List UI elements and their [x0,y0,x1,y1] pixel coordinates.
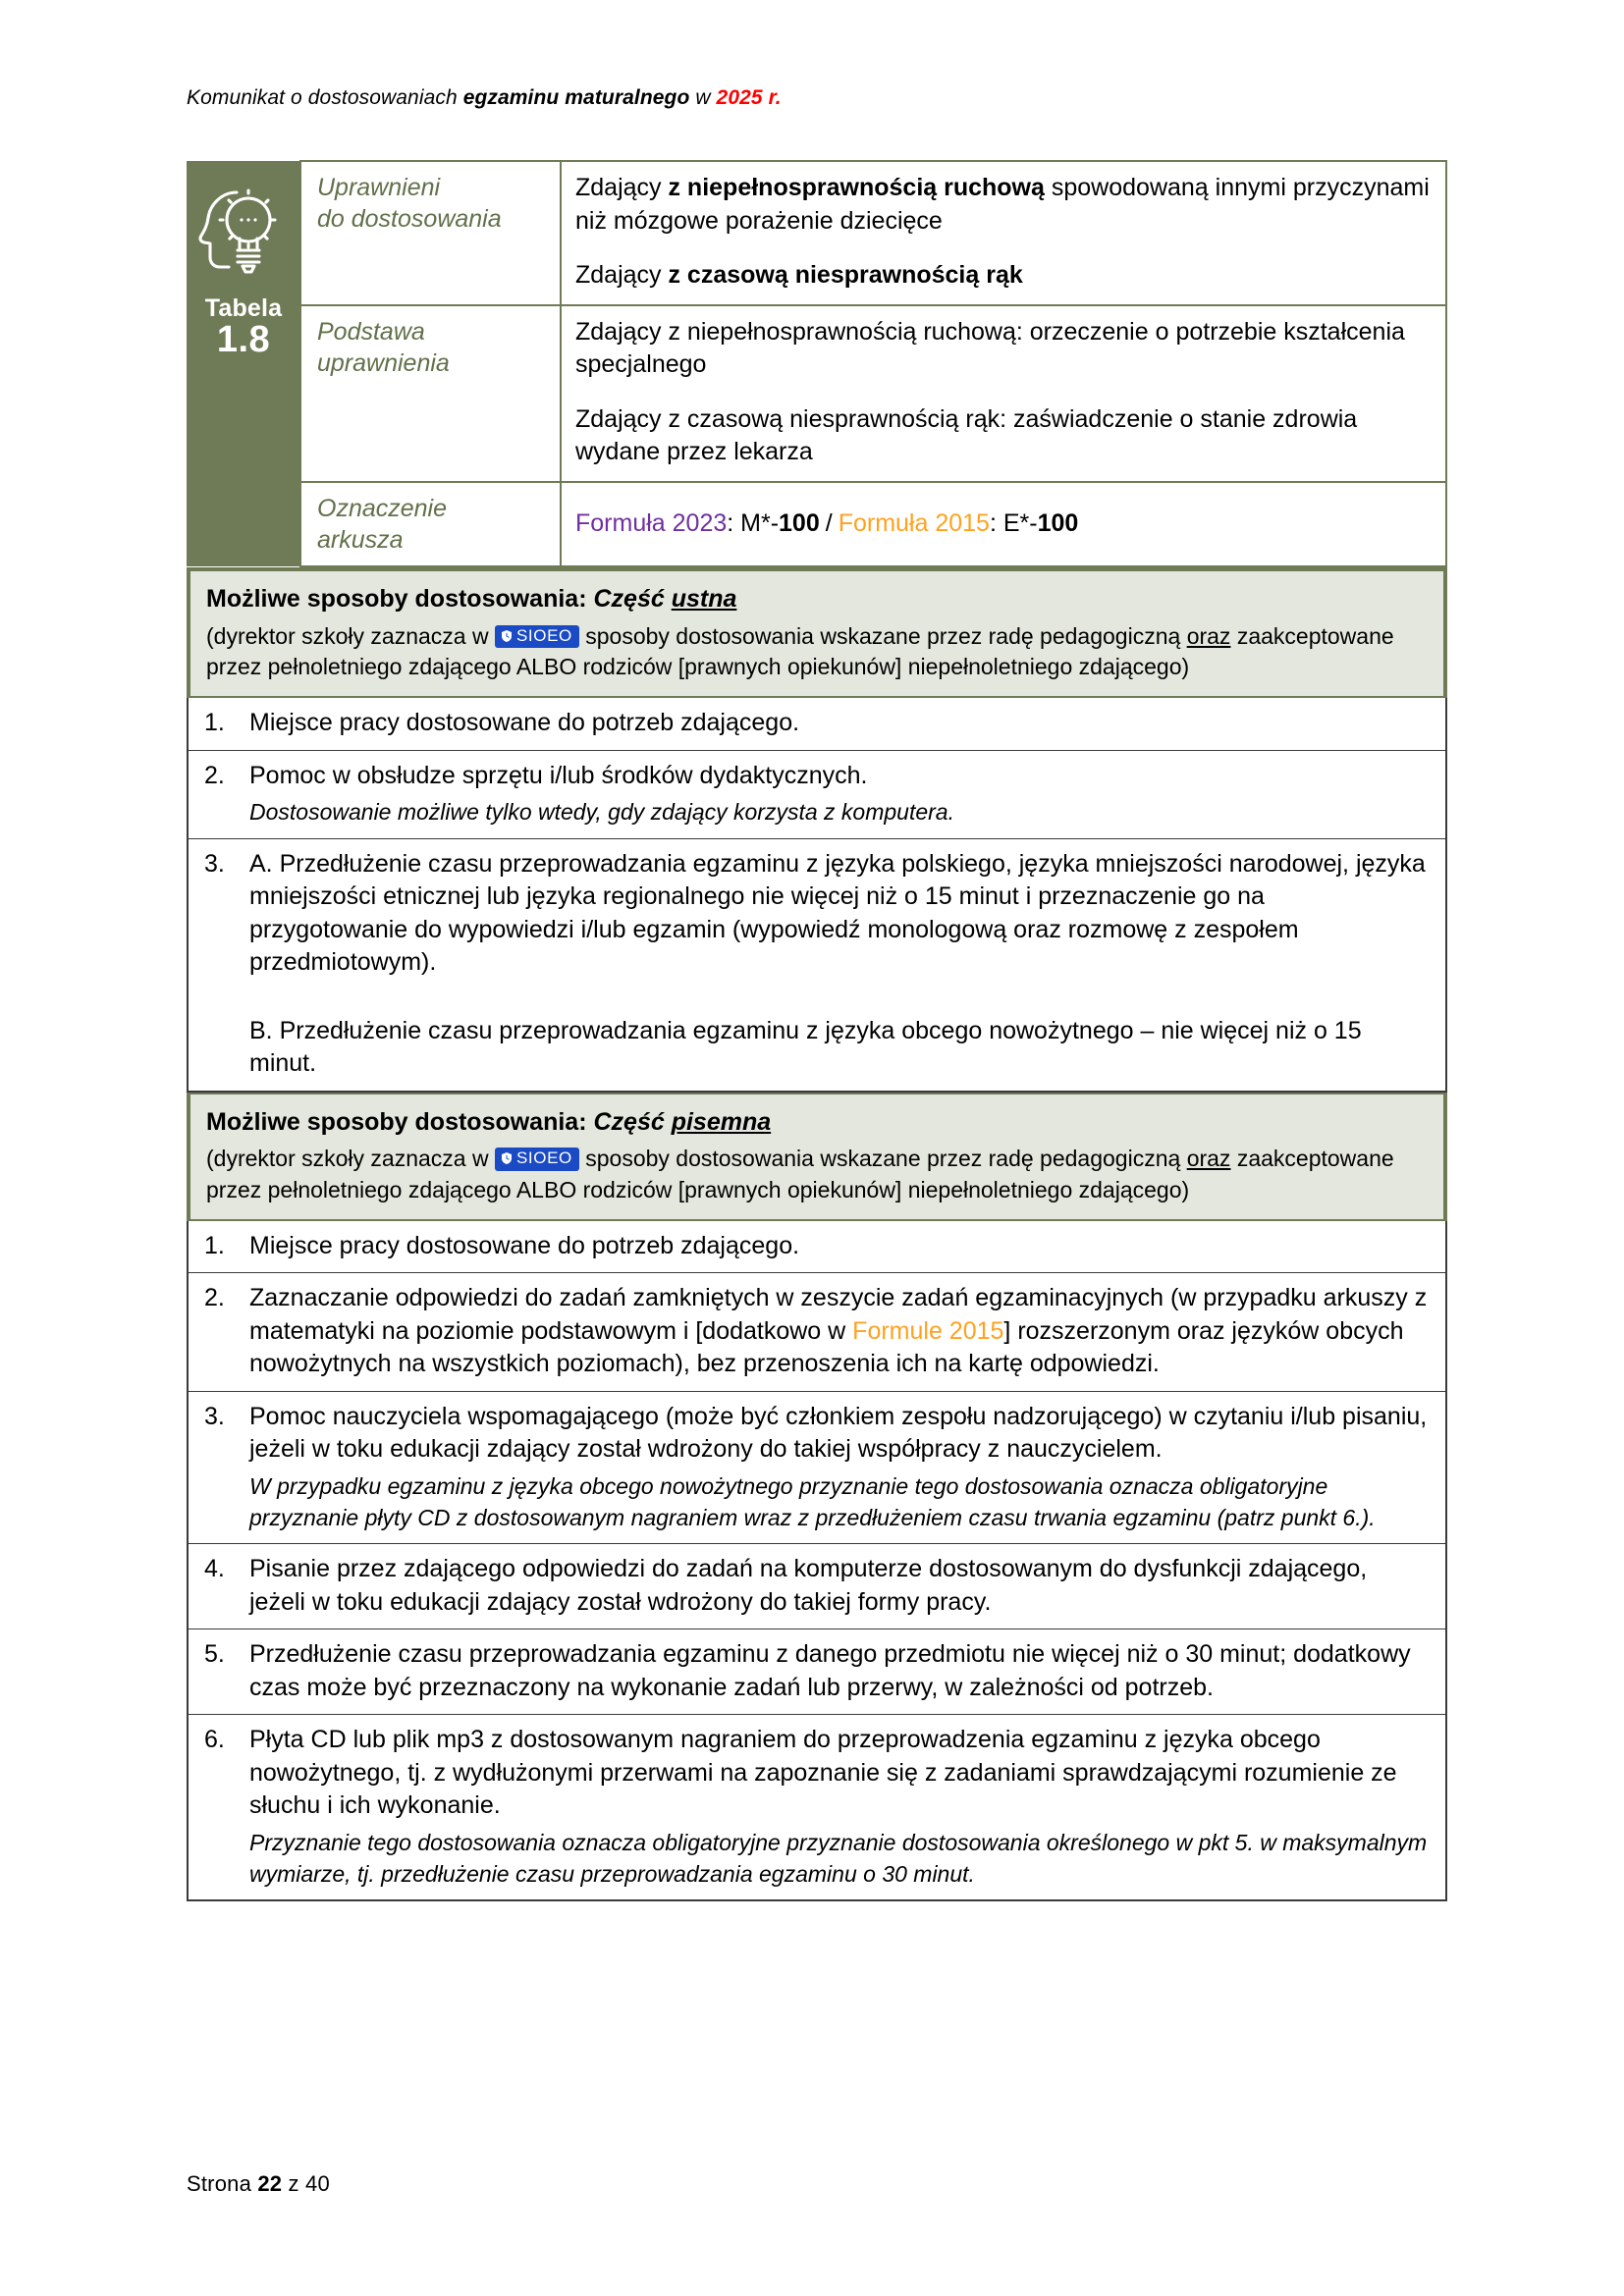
list-item [189,698,1445,751]
list-item [189,1273,1445,1392]
formula-line [575,507,1432,541]
item-number: 4. [204,1555,225,1583]
section-header-written [187,1093,1447,1221]
item-note: Dostosowanie możliwe tylko wtedy, gdy zdający korzysta z komputera. [249,799,954,826]
section-note-written [206,1144,1428,1205]
item-number: 3. [204,849,225,878]
section-title-written [206,1106,1428,1139]
item-number: 3. [204,1402,225,1430]
text-run: ] rozszerzonym oraz języków obcych nowożytnych na wszystkich poziomach), bez przenoszenia ich na kartę odpowiedzi. [249,1316,1404,1378]
label-uprawnieni [300,161,561,305]
item-body [249,1282,1430,1381]
list-item [189,1629,1445,1715]
section-title-italic: Część [593,1107,672,1136]
item-body [249,760,1430,828]
sioeo-app-icon [500,629,514,643]
section-title-underlined: pisemna [671,1107,772,1136]
note-underline: oraz [1186,1146,1231,1172]
table-row [188,482,1447,566]
label-line-1: Oznaczenie [317,494,448,522]
content-podstawa [561,305,1446,482]
content-paragraph [575,172,1432,238]
label-line-2: arkusza [317,525,404,554]
footer-suffix: z 40 [282,2171,330,2196]
section-title-prefix: Możliwe sposoby dostosowania: [206,1107,594,1136]
note-part-1: (dyrektor szkoły zaznacza w [206,1146,495,1172]
header-prefix: Komunikat o dostosowaniach [187,86,463,109]
item-note: W przypadku egzaminu z języka obcego nowożytnego przyznanie tego dostosowania oznacza obligatoryjne przyznanie płyty CD z dostosowanym nagraniem wraz z przedłużeniem czasu trwania egzaminu (patrz punkt 6.). [249,1472,1376,1530]
formula-2015-code: : E*- [989,508,1038,537]
item-body [249,1401,1430,1533]
item-number: 2. [204,761,225,789]
item-number: 2. [204,1284,225,1312]
formula-2023-code: : M*- [727,508,780,537]
section-items-written [187,1221,1447,1901]
badge-number: 1.8 [216,318,271,360]
list-item [189,751,1445,839]
list-item [189,1544,1445,1629]
formula-separator: / [825,508,833,537]
footer-prefix: Strona [187,2171,258,2196]
item-paragraph: Płyta CD lub plik mp3 z dostosowanym nagraniem do przeprowadzenia egzaminu z języka obcego nowożytnego, tj. z wydłużonymi przerwami na zapoznanie się z zadaniami sprawdzającymi rozumienie ze słuchu i ich wykonanie. [249,1726,1397,1820]
adjustments-block [187,567,1447,1901]
list-item [189,839,1445,1091]
text-run-bold: z czasową niesprawnością rąk [668,261,1023,289]
footer-page-number: 22 [257,2171,283,2196]
item-paragraph: Pomoc w obsłudze sprzętu i/lub środków dydaktycznych. [249,761,868,789]
item-body [249,1638,1430,1704]
label-podstawa [300,305,561,482]
item-paragraph: Pisanie przez zdającego odpowiedzi do zadań na komputerze dostosowanym do dysfunkcji zdającego, jeżeli w toku edukacji zdający został wdrożony do takiej formy pracy. [249,1555,1368,1616]
formula-2015-code-bold: 100 [1037,508,1079,537]
item-paragraph: A. Przedłużenie czasu przeprowadzania egzaminu z języka polskiego, języka mniejszości narodowej, języka mniejszości etnicznej lub języka regionalnego nie więcej niż o 15 minut i przeznaczenie go na przygotowanie do wypowiedzi i/lub egzamin (wypowiedź monologową oraz rozmowę z zespołem przedmiotowym). [249,849,1426,977]
item-body [249,1230,1430,1263]
item-paragraph: Pomoc nauczyciela wspomagającego (może być członkiem zespołu nadzorującego) w czytaniu i/lub pisaniu, jeżeli w toku edukacji zdający został wdrożony do takiej współpracy z nauczycielem. [249,1402,1428,1464]
head-lightbulb-icon [196,180,291,290]
text-run-formula-2015: Formule 2015 [852,1316,1004,1345]
label-line-1: Uprawnieni [317,174,441,201]
formula-2015-label: Formuła 2015 [838,508,990,537]
table-badge-cell [188,161,301,566]
item-number: 5. [204,1640,225,1669]
table-row [188,305,1447,482]
item-body [249,1553,1430,1619]
note-part-3: zaakceptowane przez pełnoletniego zdającego ALBO rodziców [prawnych opiekunów] niepełnoletniego zdającego) [206,622,1394,679]
section-title-prefix: Możliwe sposoby dostosowania: [206,585,594,613]
text-run: Zdający [575,174,669,201]
section-title-underlined: ustna [671,585,737,613]
header-year: 2025 r. [716,86,782,109]
item-body [249,1724,1430,1890]
item-paragraph: Miejsce pracy dostosowane do potrzeb zdającego. [249,1231,800,1259]
table-row [188,161,1447,305]
label-line-2: do dostosowania [317,205,502,233]
item-paragraph [249,1282,1430,1381]
sioeo-label: SIOEO [515,1148,572,1168]
section-note-oral [206,621,1428,683]
formula-2023-code-bold: 100 [779,508,820,537]
formula-2023-label: Formuła 2023 [575,508,728,537]
item-paragraph: Przedłużenie czasu przeprowadzania egzaminu z danego przedmiotu nie więcej niż o 30 minut; dodatkowy czas może być przeznaczony na wykonanie zadań lub przerwy, w zależności od potrzeb. [249,1640,1411,1701]
item-number: 6. [204,1726,225,1754]
sioeo-badge[interactable] [495,1148,579,1171]
note-part-1: (dyrektor szkoły zaznacza w [206,622,495,649]
item-note: Przyznanie tego dostosowania oznacza obligatoryjne przyznanie dostosowania określonego w pkt 5. w maksymalnym wymiarze, tj. przedłużenie czasu przeprowadzania egzaminu o 30 minut. [249,1829,1428,1887]
sioeo-label: SIOEO [515,625,572,645]
sioeo-badge[interactable] [495,625,579,649]
section-items-oral [187,698,1447,1093]
section-header-oral [187,567,1447,698]
text-run-bold: z niepełnosprawnością ruchową [668,174,1045,201]
item-body [249,707,1430,740]
label-line-1: Podstawa [317,317,425,346]
content-uprawnieni [561,161,1446,305]
content-paragraph: Zdający z niepełnosprawnością ruchową: orzeczenie o potrzebie kształcenia specjalnego [575,317,1405,378]
section-title-oral [206,583,1428,615]
text-run: spowodowaną innymi przyczynami niż mózgowe porażenie dziecięce [575,174,1430,235]
list-item [189,1715,1445,1899]
note-part-2: sposoby dostosowania wskazane przez radę pedagogiczną [578,1146,1187,1172]
item-number: 1. [204,1231,225,1259]
content-paragraph [575,259,1432,293]
badge-title: Tabela [204,294,283,322]
item-body [249,848,1430,1081]
content-paragraph: Zdający z czasową niesprawnością rąk: zaświadczenie o stanie zdrowia wydane przez lekarza [575,404,1358,465]
header-bold: egzaminu maturalnego [462,86,690,109]
note-part-2: sposoby dostosowania wskazane przez radę pedagogiczną [578,622,1187,649]
content-oznaczenie [561,482,1446,566]
list-item [189,1221,1445,1274]
note-part-3: zaakceptowane przez pełnoletniego zdającego ALBO rodziców [prawnych opiekunów] niepełnoletniego zdającego) [206,1146,1394,1202]
page-footer [187,2171,330,2197]
header-mid: w [689,86,717,109]
text-run: Zaznaczanie odpowiedzi do zadań zamkniętych w zeszycie zadań egzaminacyjnych (w przypadku arkuszy z matematyki na poziomie podstawowym i [dodatkowo w [249,1284,1428,1345]
label-line-2: uprawnienia [317,348,450,377]
label-oznaczenie [300,482,561,566]
sioeo-app-icon [500,1151,514,1165]
text-run: Zdający [575,261,669,289]
item-number: 1. [204,709,225,737]
table-1-8 [187,160,1447,567]
section-title-italic: Część [593,585,672,613]
item-paragraph: Miejsce pracy dostosowane do potrzeb zdającego. [249,709,800,737]
running-header [187,86,782,110]
list-item [189,1392,1445,1544]
note-underline: oraz [1186,622,1231,649]
item-paragraph: B. Przedłużenie czasu przeprowadzania egzaminu z języka obcego nowożytnego – nie więcej niż o 15 minut. [249,1016,1362,1078]
